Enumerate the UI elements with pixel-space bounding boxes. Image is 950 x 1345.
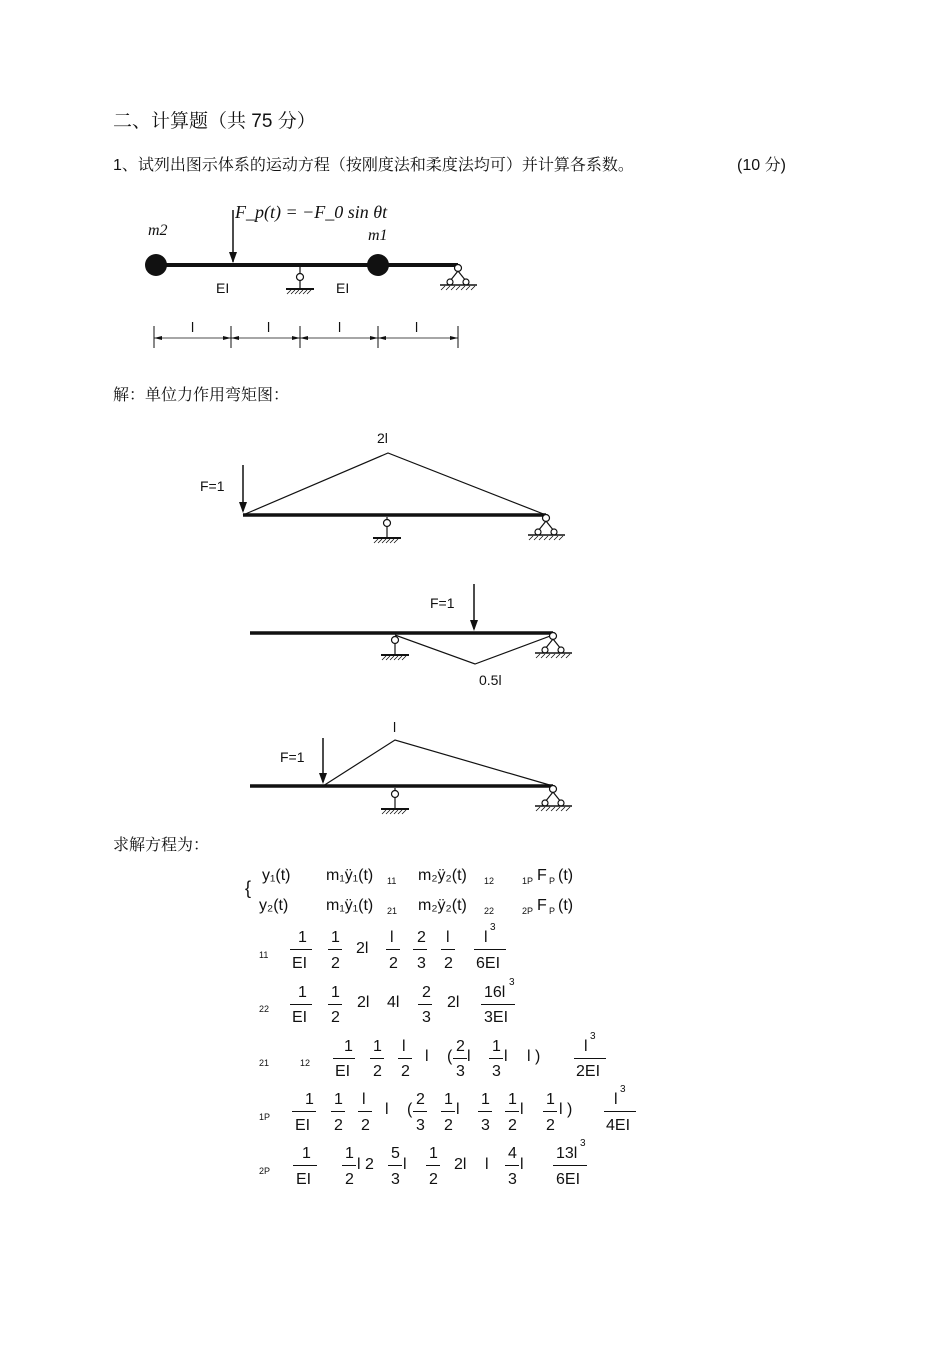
moment-peak-label: l <box>393 719 397 735</box>
force-label: F=1 <box>430 595 455 611</box>
ei-label-right: EI <box>336 280 350 296</box>
section-title: 二、计算题（共 75 分） <box>113 111 316 132</box>
frac-num: l <box>484 929 488 946</box>
dim-label: l <box>191 319 195 335</box>
eq2-d21: 21 <box>387 906 398 916</box>
eq1-m2: m₂ÿ₂(t) <box>418 867 467 884</box>
moment-peak-label: 0.5l <box>479 672 502 688</box>
dim-label: l <box>338 319 342 335</box>
frac-den: EI <box>292 955 308 972</box>
eq1-Fsub: P <box>549 876 556 886</box>
frac-den: 2 <box>331 955 340 972</box>
d1p-label: 1P <box>259 1112 271 1122</box>
eq2-Fsub: P <box>549 906 556 916</box>
problem-text: 1、试列出图示体系的运动方程（按刚度法和柔度法均可）并计算各系数。 <box>113 157 634 174</box>
eq1-d11: 11 <box>387 876 397 886</box>
mass-m2 <box>145 254 167 276</box>
d12-label: 12 <box>300 1058 311 1068</box>
force-label: F=1 <box>200 478 225 494</box>
eq2-t: (t) <box>558 897 574 914</box>
frac-den: 6EI <box>476 955 501 972</box>
eq2-m1: m₁ÿ₁(t) <box>326 897 374 914</box>
eq1-d1p: 1P <box>522 876 534 886</box>
mass-m1 <box>367 254 389 276</box>
ei-label-left: EI <box>216 280 230 296</box>
eq1-m1: m₁ÿ₁(t) <box>326 867 374 884</box>
frac-num: l <box>446 929 450 946</box>
eq2-y: y₂(t) <box>259 897 289 914</box>
frac-den: 2 <box>444 955 453 972</box>
eq1-F: F <box>537 867 547 884</box>
dim-label: l <box>415 319 419 335</box>
frac-num: 2 <box>417 929 426 946</box>
d21-label: 21 <box>259 1058 270 1068</box>
force-label: F=1 <box>280 749 305 765</box>
eq2-d22: 22 <box>484 906 495 916</box>
d22-label: 22 <box>259 1004 270 1014</box>
load-label: F_p(t) = −F_0 sin θt <box>235 202 388 222</box>
d11-label: 11 <box>259 950 269 960</box>
moment-peak-label: 2l <box>377 430 388 446</box>
eq2-m2: m₂ÿ₂(t) <box>418 897 467 914</box>
eq1-d12: 12 <box>484 876 495 886</box>
frac-num: 1 <box>298 929 307 946</box>
frac-num: 1 <box>331 929 340 946</box>
solution-intro: 解：单位力作用弯矩图： <box>113 387 290 404</box>
frac-num: l <box>390 929 394 946</box>
d2p-label: 2P <box>259 1166 271 1176</box>
solve-intro: 求解方程为： <box>113 837 210 854</box>
dim-label: l <box>267 319 271 335</box>
eq1-t: (t) <box>558 867 574 884</box>
eq1-y: y₁(t) <box>262 867 291 884</box>
frac-den: 3 <box>417 955 426 972</box>
brace: { <box>245 878 252 898</box>
term: 2l <box>356 940 369 957</box>
mass-label-m2: m2 <box>148 222 168 239</box>
problem-score: (10 分) <box>737 157 786 174</box>
mass-label-m1: m1 <box>368 227 388 244</box>
eq2-F: F <box>537 897 547 914</box>
frac-den: 2 <box>389 955 398 972</box>
eq2-d2p: 2P <box>522 906 534 916</box>
